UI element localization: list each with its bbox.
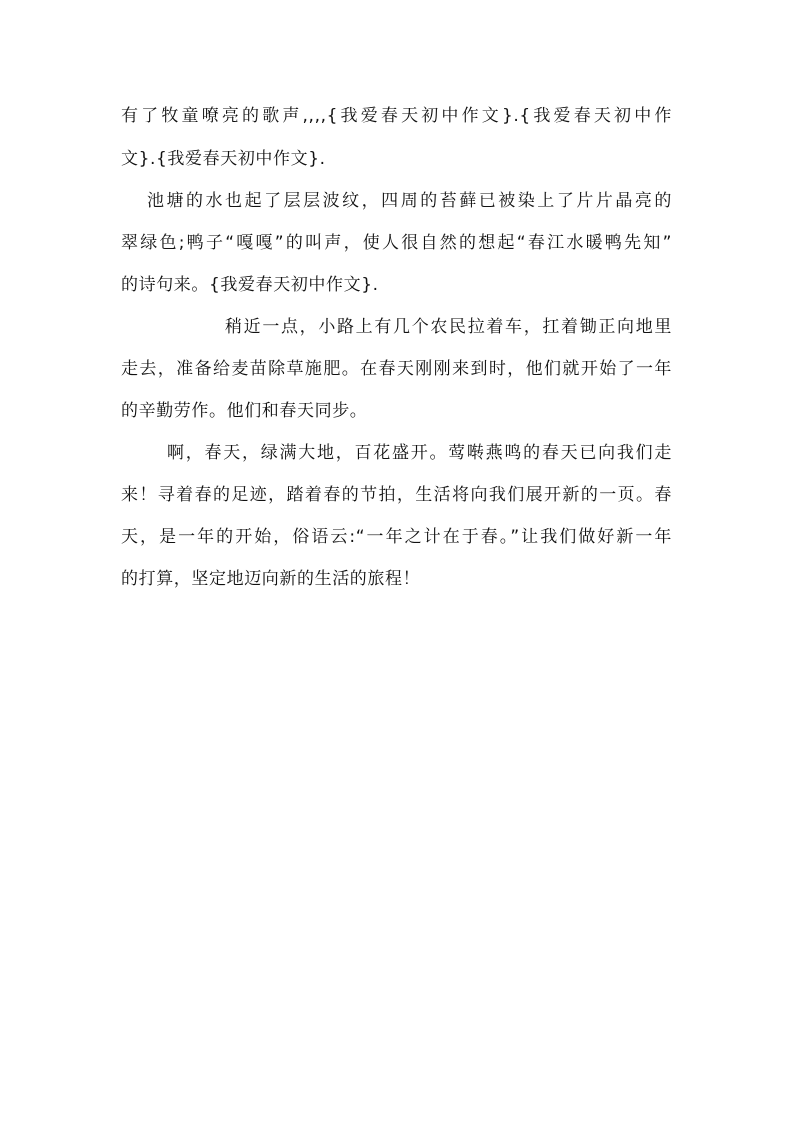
paragraph-2-line-1: 池塘的水也起了层层波纹，四周的苔藓已被染上了片片晶亮的 — [147, 191, 672, 211]
paragraph-3-line-2: 走去，准备给麦苗除草施肥。在春天刚刚来到时，他们就开始了一年 — [121, 359, 672, 379]
paragraph-3-line-1: 稍近一点，小路上有几个农民拉着车，扛着锄正向地里 — [225, 317, 672, 337]
paragraph-3-line-3: 的辛勤劳作。他们和春天同步。 — [121, 401, 368, 421]
paragraph-1-line-2: 文}.{我爱春天初中作文}. — [121, 149, 326, 169]
paragraph-1-line-1: 有了牧童嘹亮的歌声,,,,{我爱春天初中作文}.{我爱春天初中作 — [121, 106, 672, 126]
paragraph-4-line-4: 的打算，坚定地迈向新的生活的旅程！ — [121, 569, 421, 589]
paragraph-4-line-3: 天，是一年的开始，俗语云:“一年之计在于春。”让我们做好新一年 — [121, 527, 672, 547]
paragraph-4-line-2: 来！寻着春的足迹，踏着春的节拍，生活将向我们展开新的一页。春 — [121, 485, 672, 505]
paragraph-2-line-3: 的诗句来。{我爱春天初中作文}. — [121, 275, 379, 295]
paragraph-4-line-1: 啊，春天，绿满大地，百花盛开。莺啭燕鸣的春天已向我们走 — [167, 443, 672, 463]
paragraph-2-line-2: 翠绿色;鸭子“嘎嘎”的叫声，使人很自然的想起“春江水暖鸭先知” — [121, 233, 672, 253]
